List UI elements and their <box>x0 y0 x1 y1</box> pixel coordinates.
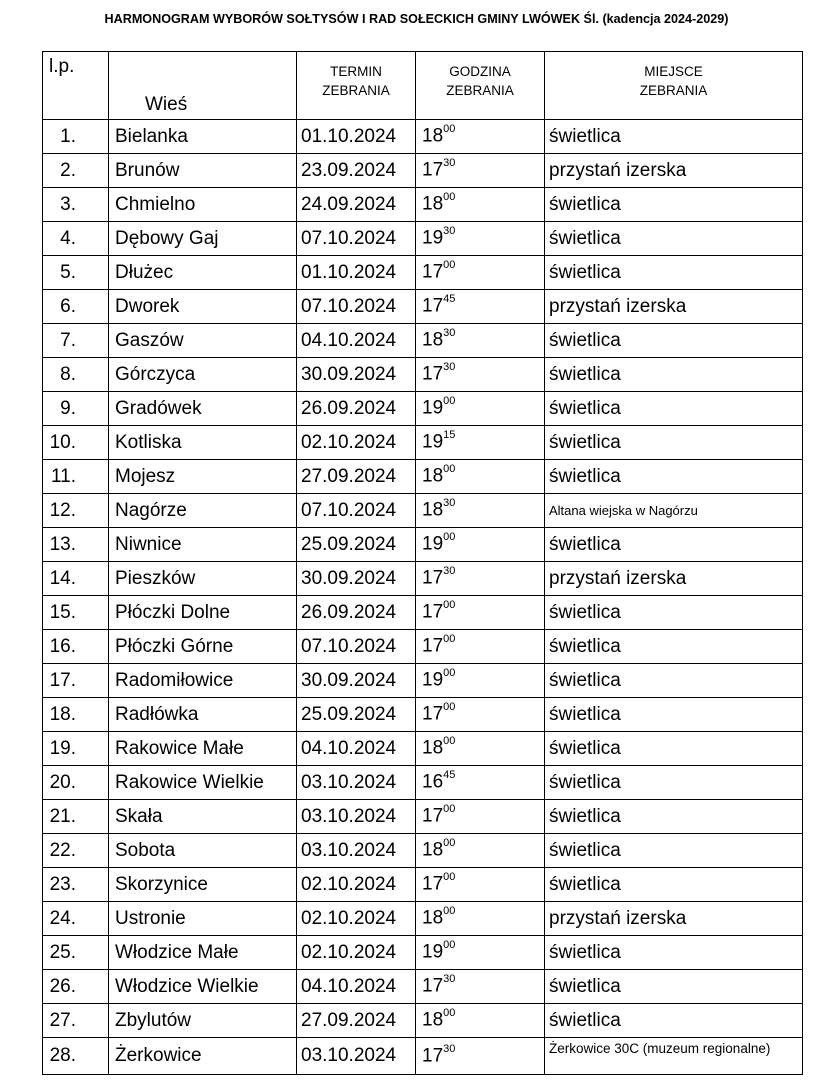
meeting-time-hour: 17 <box>422 703 444 725</box>
meeting-time-minute: 00 <box>443 395 456 408</box>
meeting-time <box>416 426 545 460</box>
village-name: Niwnice <box>109 528 297 562</box>
village-name: Zbylutów <box>109 1004 297 1038</box>
meeting-place: świetlica <box>545 766 803 800</box>
village-name: Płóczki Górne <box>109 630 297 664</box>
meeting-place: przystań izerska <box>545 290 803 324</box>
row-number: 27. <box>43 1004 109 1038</box>
meeting-date: 03.10.2024 <box>297 800 416 834</box>
table-row <box>43 1004 803 1038</box>
header-miejsce-line2: ZEBRANIA <box>639 83 708 98</box>
table-row <box>43 630 803 664</box>
meeting-time <box>416 256 545 290</box>
meeting-time <box>416 120 545 154</box>
schedule-table <box>42 51 803 1075</box>
meeting-time-minute: 15 <box>443 429 456 442</box>
row-number: 4. <box>43 222 109 256</box>
meeting-date: 02.10.2024 <box>297 902 416 936</box>
table-row <box>43 596 803 630</box>
meeting-date: 25.09.2024 <box>297 528 416 562</box>
meeting-place: świetlica <box>545 800 803 834</box>
meeting-time-minute: 30 <box>443 1042 456 1055</box>
row-number: 19. <box>43 732 109 766</box>
meeting-time-minute: 00 <box>443 905 456 918</box>
row-number: 14. <box>43 562 109 596</box>
meeting-time <box>416 154 545 188</box>
meeting-time <box>416 868 545 902</box>
table-row <box>43 494 803 528</box>
meeting-time <box>416 562 545 596</box>
meeting-place: świetlica <box>545 970 803 1004</box>
meeting-place: świetlica <box>545 1004 803 1038</box>
meeting-time-minute: 30 <box>443 157 456 170</box>
header-miejsce <box>545 52 803 120</box>
meeting-time-hour: 18 <box>422 465 444 487</box>
meeting-place: Żerkowice 30C (muzeum regionalne) <box>545 1038 803 1075</box>
meeting-time-minute: 00 <box>443 939 456 952</box>
header-godzina-line1: GODZINA <box>449 64 511 79</box>
meeting-place: przystań izerska <box>545 562 803 596</box>
meeting-time <box>416 528 545 562</box>
meeting-date: 03.10.2024 <box>297 766 416 800</box>
meeting-date: 24.09.2024 <box>297 188 416 222</box>
village-name: Radomiłowice <box>109 664 297 698</box>
meeting-place: świetlica <box>545 222 803 256</box>
meeting-time-hour: 19 <box>422 227 444 249</box>
meeting-time-minute: 00 <box>443 837 456 850</box>
meeting-place: świetlica <box>545 732 803 766</box>
meeting-time-hour: 18 <box>422 499 444 521</box>
meeting-time <box>416 630 545 664</box>
village-name: Chmielno <box>109 188 297 222</box>
village-name: Nagórze <box>109 494 297 528</box>
table-row <box>43 970 803 1004</box>
table-row <box>43 528 803 562</box>
meeting-date: 02.10.2024 <box>297 426 416 460</box>
village-name: Dworek <box>109 290 297 324</box>
meeting-place: świetlica <box>545 460 803 494</box>
row-number: 20. <box>43 766 109 800</box>
meeting-time-hour: 18 <box>422 329 444 351</box>
header-miejsce-line1: MIEJSCE <box>644 64 703 79</box>
meeting-time-minute: 00 <box>443 599 456 612</box>
row-number: 15. <box>43 596 109 630</box>
table-row <box>43 800 803 834</box>
meeting-date: 25.09.2024 <box>297 698 416 732</box>
village-name: Dłużec <box>109 256 297 290</box>
table-row <box>43 868 803 902</box>
meeting-time <box>416 970 545 1004</box>
meeting-date: 07.10.2024 <box>297 222 416 256</box>
meeting-time <box>416 766 545 800</box>
meeting-time-hour: 19 <box>422 431 444 453</box>
meeting-place: świetlica <box>545 188 803 222</box>
village-name: Płóczki Dolne <box>109 596 297 630</box>
meeting-time-hour: 17 <box>422 975 444 997</box>
row-number: 23. <box>43 868 109 902</box>
header-godzina-line2: ZEBRANIA <box>446 83 514 98</box>
table-row <box>43 936 803 970</box>
header-row <box>43 52 803 120</box>
row-number: 28. <box>43 1038 109 1075</box>
row-number: 26. <box>43 970 109 1004</box>
row-number: 22. <box>43 834 109 868</box>
meeting-time-hour: 18 <box>422 907 444 929</box>
meeting-time <box>416 290 545 324</box>
row-number: 25. <box>43 936 109 970</box>
meeting-place: świetlica <box>545 324 803 358</box>
table-row <box>43 154 803 188</box>
meeting-time-hour: 17 <box>422 805 444 827</box>
meeting-date: 01.10.2024 <box>297 256 416 290</box>
meeting-date: 07.10.2024 <box>297 494 416 528</box>
header-termin <box>297 52 416 120</box>
village-name: Górczyca <box>109 358 297 392</box>
meeting-time <box>416 1004 545 1038</box>
row-number: 21. <box>43 800 109 834</box>
meeting-place: świetlica <box>545 664 803 698</box>
meeting-place: świetlica <box>545 392 803 426</box>
row-number: 9. <box>43 392 109 426</box>
village-name: Radłówka <box>109 698 297 732</box>
meeting-date: 04.10.2024 <box>297 324 416 358</box>
village-name: Dębowy Gaj <box>109 222 297 256</box>
village-name: Gradówek <box>109 392 297 426</box>
meeting-time-minute: 30 <box>443 361 456 374</box>
meeting-time-hour: 17 <box>422 159 444 181</box>
table-row <box>43 460 803 494</box>
meeting-time-minute: 00 <box>443 463 456 476</box>
meeting-date: 07.10.2024 <box>297 630 416 664</box>
village-name: Gaszów <box>109 324 297 358</box>
meeting-date: 01.10.2024 <box>297 120 416 154</box>
meeting-time <box>416 596 545 630</box>
row-number: 11. <box>43 460 109 494</box>
meeting-time <box>416 1038 545 1075</box>
meeting-place: przystań izerska <box>545 902 803 936</box>
row-number: 24. <box>43 902 109 936</box>
meeting-place: świetlica <box>545 256 803 290</box>
header-godzina <box>416 52 545 120</box>
meeting-time <box>416 324 545 358</box>
header-lp: l.p. <box>43 52 109 120</box>
meeting-time-minute: 00 <box>443 667 456 680</box>
meeting-place: świetlica <box>545 358 803 392</box>
meeting-time <box>416 188 545 222</box>
meeting-date: 04.10.2024 <box>297 970 416 1004</box>
village-name: Sobota <box>109 834 297 868</box>
meeting-time-minute: 30 <box>443 973 456 986</box>
meeting-time-minute: 30 <box>443 565 456 578</box>
meeting-time <box>416 494 545 528</box>
row-number: 13. <box>43 528 109 562</box>
meeting-time-minute: 00 <box>443 803 456 816</box>
meeting-time <box>416 936 545 970</box>
table-row <box>43 562 803 596</box>
meeting-time-minute: 00 <box>443 735 456 748</box>
meeting-time-hour: 19 <box>422 669 444 691</box>
meeting-time-minute: 00 <box>443 633 456 646</box>
meeting-time <box>416 392 545 426</box>
village-name: Włodzice Małe <box>109 936 297 970</box>
table-row <box>43 120 803 154</box>
meeting-time <box>416 800 545 834</box>
meeting-date: 26.09.2024 <box>297 392 416 426</box>
meeting-time-hour: 17 <box>422 261 444 283</box>
meeting-date: 30.09.2024 <box>297 664 416 698</box>
meeting-date: 23.09.2024 <box>297 154 416 188</box>
table-row <box>43 698 803 732</box>
meeting-time <box>416 732 545 766</box>
meeting-time-minute: 00 <box>443 1007 456 1020</box>
meeting-place: świetlica <box>545 936 803 970</box>
table-row <box>43 834 803 868</box>
meeting-place: świetlica <box>545 120 803 154</box>
meeting-time-hour: 16 <box>422 771 444 793</box>
meeting-time-hour: 17 <box>422 601 444 623</box>
row-number: 3. <box>43 188 109 222</box>
village-name: Skorzynice <box>109 868 297 902</box>
meeting-time-hour: 18 <box>422 125 444 147</box>
meeting-time <box>416 222 545 256</box>
meeting-date: 02.10.2024 <box>297 868 416 902</box>
village-name: Włodzice Wielkie <box>109 970 297 1004</box>
meeting-time-hour: 18 <box>422 839 444 861</box>
meeting-place: świetlica <box>545 698 803 732</box>
meeting-place: świetlica <box>545 834 803 868</box>
header-wies: Wieś <box>109 52 297 120</box>
village-name: Rakowice Wielkie <box>109 766 297 800</box>
village-name: Pieszków <box>109 562 297 596</box>
meeting-time-hour: 19 <box>422 941 444 963</box>
meeting-time-minute: 45 <box>443 769 456 782</box>
meeting-time-minute: 00 <box>443 871 456 884</box>
meeting-time-minute: 30 <box>443 497 456 510</box>
meeting-time-minute: 00 <box>443 531 456 544</box>
table-row <box>43 222 803 256</box>
meeting-time-minute: 00 <box>443 191 456 204</box>
meeting-date: 27.09.2024 <box>297 1004 416 1038</box>
meeting-time-hour: 18 <box>422 193 444 215</box>
village-name: Bielanka <box>109 120 297 154</box>
meeting-time-minute: 30 <box>443 327 456 340</box>
meeting-place: Altana wiejska w Nagórzu <box>545 494 803 528</box>
meeting-time-hour: 17 <box>422 873 444 895</box>
village-name: Rakowice Małe <box>109 732 297 766</box>
header-termin-line1: TERMIN <box>330 64 382 79</box>
table-row <box>43 256 803 290</box>
village-name: Żerkowice <box>109 1038 297 1075</box>
row-number: 2. <box>43 154 109 188</box>
meeting-time-hour: 17 <box>422 363 444 385</box>
meeting-time-hour: 17 <box>422 567 444 589</box>
row-number: 16. <box>43 630 109 664</box>
village-name: Kotliska <box>109 426 297 460</box>
meeting-time-hour: 17 <box>422 1045 444 1067</box>
table-row <box>43 732 803 766</box>
table-row <box>43 664 803 698</box>
table-row <box>43 358 803 392</box>
meeting-place: świetlica <box>545 528 803 562</box>
meeting-time <box>416 698 545 732</box>
village-name: Skała <box>109 800 297 834</box>
village-name: Brunów <box>109 154 297 188</box>
row-number: 12. <box>43 494 109 528</box>
meeting-time-hour: 19 <box>422 533 444 555</box>
table-row <box>43 392 803 426</box>
meeting-time-minute: 00 <box>443 701 456 714</box>
meeting-date: 07.10.2024 <box>297 290 416 324</box>
table-row <box>43 188 803 222</box>
meeting-time <box>416 358 545 392</box>
table-row <box>43 1038 803 1075</box>
meeting-time-hour: 18 <box>422 1009 444 1031</box>
meeting-date: 27.09.2024 <box>297 460 416 494</box>
meeting-time-minute: 30 <box>443 225 456 238</box>
table-row <box>43 902 803 936</box>
meeting-time <box>416 664 545 698</box>
village-name: Mojesz <box>109 460 297 494</box>
meeting-date: 26.09.2024 <box>297 596 416 630</box>
meeting-date: 02.10.2024 <box>297 936 416 970</box>
meeting-place: świetlica <box>545 868 803 902</box>
page-title: HARMONOGRAM WYBORÓW SOŁTYSÓW I RAD SOŁECKICH GMINY LWÓWEK Śl. (kadencja 2024-2029) <box>104 12 729 26</box>
meeting-date: 03.10.2024 <box>297 834 416 868</box>
meeting-place: świetlica <box>545 630 803 664</box>
meeting-time-hour: 18 <box>422 737 444 759</box>
meeting-place: świetlica <box>545 596 803 630</box>
row-number: 5. <box>43 256 109 290</box>
table-row <box>43 324 803 358</box>
row-number: 8. <box>43 358 109 392</box>
meeting-time <box>416 834 545 868</box>
meeting-date: 30.09.2024 <box>297 562 416 596</box>
row-number: 1. <box>43 120 109 154</box>
row-number: 10. <box>43 426 109 460</box>
header-termin-line2: ZEBRANIA <box>322 83 390 98</box>
meeting-time-minute: 45 <box>443 293 456 306</box>
meeting-date: 30.09.2024 <box>297 358 416 392</box>
table-row <box>43 426 803 460</box>
meeting-time <box>416 460 545 494</box>
row-number: 7. <box>43 324 109 358</box>
village-name: Ustronie <box>109 902 297 936</box>
meeting-time-hour: 19 <box>422 397 444 419</box>
meeting-place: świetlica <box>545 426 803 460</box>
meeting-date: 03.10.2024 <box>297 1038 416 1075</box>
meeting-date: 04.10.2024 <box>297 732 416 766</box>
meeting-time-minute: 00 <box>443 123 456 136</box>
table-row <box>43 290 803 324</box>
meeting-time-hour: 17 <box>422 635 444 657</box>
meeting-time-minute: 00 <box>443 259 456 272</box>
row-number: 18. <box>43 698 109 732</box>
row-number: 17. <box>43 664 109 698</box>
meeting-time-hour: 17 <box>422 295 444 317</box>
meeting-time <box>416 902 545 936</box>
meeting-place: przystań izerska <box>545 154 803 188</box>
row-number: 6. <box>43 290 109 324</box>
table-row <box>43 766 803 800</box>
